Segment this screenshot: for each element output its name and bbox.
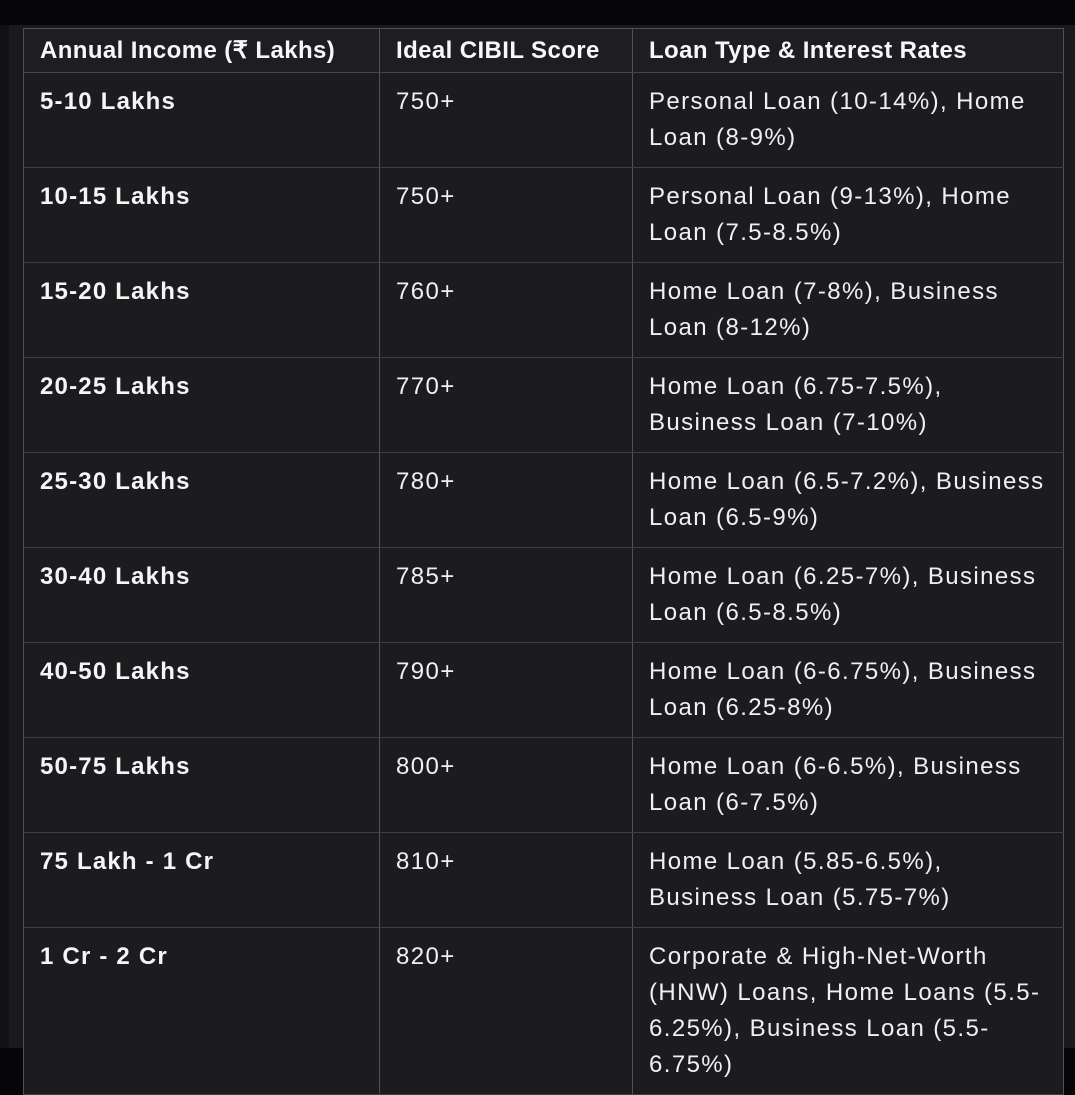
table-body [24, 73, 1064, 1095]
cibil-score-cell: 785+ [380, 548, 633, 643]
income-range-cell: 1 Cr - 2 Cr [24, 928, 380, 1095]
income-cibil-loan-table [23, 28, 1064, 1095]
income-range-cell: 25-30 Lakhs [24, 453, 380, 548]
table-row [24, 168, 1064, 263]
income-range-cell: 15-20 Lakhs [24, 263, 380, 358]
loan-rates-cell: Personal Loan (9-13%), Home Loan (7.5-8.5%) [633, 168, 1064, 263]
page-background [0, 25, 1075, 1078]
header-row [24, 29, 1064, 73]
cibil-score-cell: 760+ [380, 263, 633, 358]
cibil-score-cell: 810+ [380, 833, 633, 928]
cibil-score-cell: 750+ [380, 73, 633, 168]
loan-rates-cell: Home Loan (6-6.75%), Business Loan (6.25-8%) [633, 643, 1064, 738]
cibil-score-cell: 790+ [380, 643, 633, 738]
cibil-score-cell: 800+ [380, 738, 633, 833]
cibil-score-cell: 770+ [380, 358, 633, 453]
header-annual-income: Annual Income (₹ Lakhs) [24, 29, 380, 73]
table-row [24, 453, 1064, 548]
table-row [24, 833, 1064, 928]
table-row [24, 73, 1064, 168]
cibil-score-cell: 780+ [380, 453, 633, 548]
loan-rates-cell: Home Loan (6.25-7%), Business Loan (6.5-8.5%) [633, 548, 1064, 643]
loan-rates-cell: Personal Loan (10-14%), Home Loan (8-9%) [633, 73, 1064, 168]
table-row [24, 643, 1064, 738]
income-range-cell: 5-10 Lakhs [24, 73, 380, 168]
table-row [24, 738, 1064, 833]
loan-rates-cell: Corporate & High-Net-Worth (HNW) Loans, Home Loans (5.5-6.25%), Business Loan (5.5-6.75%) [633, 928, 1064, 1095]
cibil-score-cell: 750+ [380, 168, 633, 263]
loan-rates-cell: Home Loan (6-6.5%), Business Loan (6-7.5%) [633, 738, 1064, 833]
header-cibil-score: Ideal CIBIL Score [380, 29, 633, 73]
left-edge-shade [0, 25, 9, 1048]
income-range-cell: 50-75 Lakhs [24, 738, 380, 833]
income-range-cell: 40-50 Lakhs [24, 643, 380, 738]
cibil-score-cell: 820+ [380, 928, 633, 1095]
loan-rates-cell: Home Loan (5.85-6.5%), Business Loan (5.75-7%) [633, 833, 1064, 928]
income-range-cell: 75 Lakh - 1 Cr [24, 833, 380, 928]
table-row [24, 263, 1064, 358]
income-range-cell: 30-40 Lakhs [24, 548, 380, 643]
table-row [24, 928, 1064, 1095]
loan-rates-cell: Home Loan (7-8%), Business Loan (8-12%) [633, 263, 1064, 358]
table-row [24, 548, 1064, 643]
income-range-cell: 20-25 Lakhs [24, 358, 380, 453]
loan-rates-cell: Home Loan (6.5-7.2%), Business Loan (6.5-9%) [633, 453, 1064, 548]
table-row [24, 358, 1064, 453]
header-loan-type-rates: Loan Type & Interest Rates [633, 29, 1064, 73]
income-range-cell: 10-15 Lakhs [24, 168, 380, 263]
loan-rates-cell: Home Loan (6.75-7.5%), Business Loan (7-10%) [633, 358, 1064, 453]
